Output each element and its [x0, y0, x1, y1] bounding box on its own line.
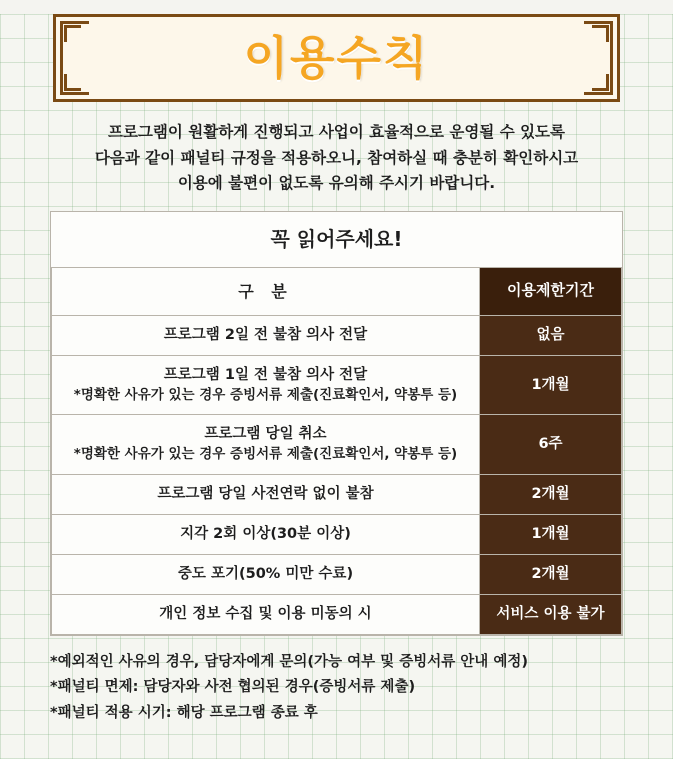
intro-line-1: 프로그램이 원활하게 진행되고 사업이 효율적으로 운영될 수 있도록	[107, 123, 566, 141]
footnote-2: *패널티 면제: 담당자와 사전 협의된 경우(증빙서류 제출)	[50, 679, 416, 696]
row-category: 프로그램 1일 전 불참 의사 전달	[163, 366, 368, 383]
intro-line-3: 이용에 불편이 없도록 유의해 주시기 바랍니다.	[177, 174, 496, 193]
row-limit: 1개월	[479, 355, 621, 415]
table-header-row	[52, 267, 622, 315]
table-row	[52, 415, 622, 475]
column-header-category: 구 분	[52, 267, 480, 315]
table-row	[52, 475, 622, 515]
row-limit: 2개월	[479, 555, 621, 595]
row-category: 프로그램 당일 사전연락 없이 불참	[52, 475, 480, 515]
row-category: 프로그램 당일 취소	[204, 426, 327, 443]
banner-corner-top-right-icon	[592, 25, 609, 42]
row-limit: 없음	[479, 315, 621, 355]
page-title: 이용수칙	[243, 31, 430, 85]
row-category: 지각 2회 이상(30분 이상)	[52, 515, 480, 555]
column-header-limit-period: 이용제한기간	[479, 267, 621, 315]
banner-corner-bottom-left-icon	[64, 74, 81, 91]
banner-corner-bottom-right-icon	[592, 74, 609, 91]
row-category-with-note	[52, 415, 480, 475]
footnote-3: *패널티 적용 시기: 해당 프로그램 종료 후	[50, 704, 318, 721]
table-row	[52, 315, 622, 355]
page-content	[0, 14, 673, 726]
table-headline: 꼭 읽어주세요!	[52, 212, 622, 268]
intro-line-2: 다음과 같이 패널티 규정을 적용하오니, 참여하실 때 충분히 확인하시고	[94, 148, 579, 167]
penalty-table-wrapper	[50, 211, 623, 636]
table-row	[52, 515, 622, 555]
table-row	[52, 595, 622, 635]
row-note: *명확한 사유가 있는 경우 증빙서류 제출(진료확인서, 약봉투 등)	[73, 446, 458, 463]
table-row	[52, 355, 622, 415]
row-category: 개인 정보 수집 및 이용 미동의 시	[52, 595, 480, 635]
row-limit: 2개월	[479, 475, 621, 515]
table-headline-row	[52, 212, 622, 268]
banner-corner-top-left-icon	[64, 25, 81, 42]
row-limit: 1개월	[479, 515, 621, 555]
footnote-1: *예외적인 사유의 경우, 담당자에게 문의(가능 여부 및 증빙서류 안내 예정)	[50, 654, 528, 671]
footnotes	[50, 650, 623, 726]
row-category: 프로그램 2일 전 불참 의사 전달	[52, 315, 480, 355]
row-note: *명확한 사유가 있는 경우 증빙서류 제출(진료확인서, 약봉투 등)	[73, 386, 458, 403]
row-limit: 서비스 이용 불가	[479, 595, 621, 635]
penalty-table	[51, 212, 622, 635]
row-category: 중도 포기(50% 미만 수료)	[52, 555, 480, 595]
row-category-with-note	[52, 355, 480, 415]
title-banner	[53, 14, 620, 102]
intro-paragraph	[38, 120, 635, 197]
table-row	[52, 555, 622, 595]
row-limit: 6주	[479, 415, 621, 475]
